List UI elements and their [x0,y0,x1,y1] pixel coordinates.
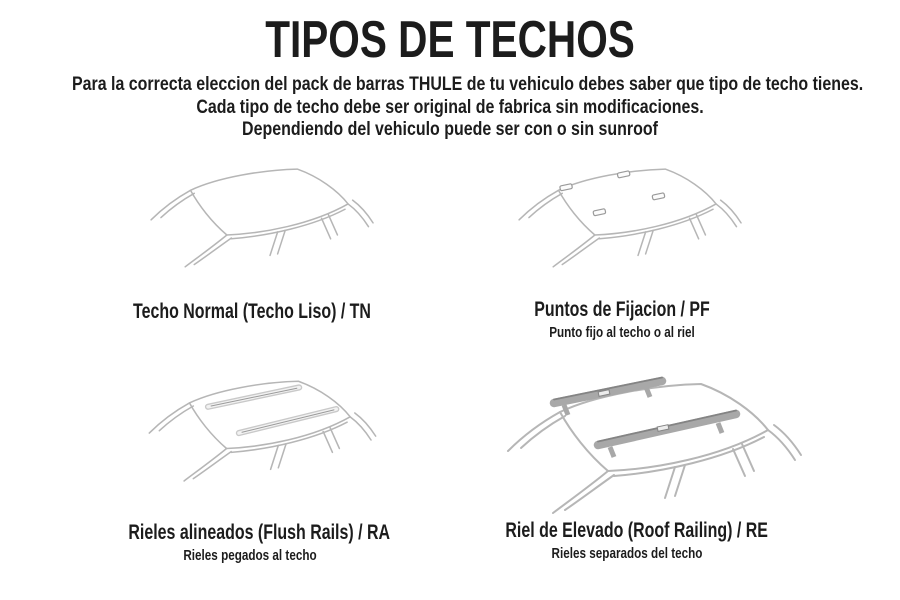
roof-type-title: Puntos de Fijacion / PF [534,298,710,321]
fixpoint-roof-illustration [510,160,760,274]
roof-type-title: Rieles alineados (Flush Rails) / RA [128,521,391,544]
roof-type-label-tn [92,300,412,326]
flush-rails-roof-illustration [140,372,395,488]
roof-type-label-re [467,519,787,562]
page-title: TIPOS DE TECHOS [265,11,635,69]
intro-text [72,74,864,142]
smooth-roof-illustration [142,160,392,274]
intro-line-2: Cada tipo de techo debe ser original de fabrica sin modificaciones. [196,96,704,118]
car-roof-line-art [151,169,373,267]
roof-type-subtitle: Punto fijo al techo o al riel [549,324,695,341]
roof-type-title: Techo Normal (Techo Liso) / TN [133,300,371,323]
intro-line-1: Para la correcta eleccion del pack de barras THULE de tu vehiculo debes saber que tipo de techo tienes. [72,74,864,95]
raised-rails-roof-illustration [496,372,826,522]
car-roof-line-art [519,169,741,267]
roof-type-title: Riel de Elevado (Roof Railing) / RE [505,519,768,542]
roof-type-subtitle: Rieles separados del techo [551,545,703,562]
roof-type-label-pf [462,298,782,341]
roof-type-label-ra [90,521,410,564]
roof-type-subtitle: Rieles pegados al techo [183,547,317,564]
intro-line-3: Dependiendo del vehiculo puede ser con o sin sunroof [242,119,658,140]
